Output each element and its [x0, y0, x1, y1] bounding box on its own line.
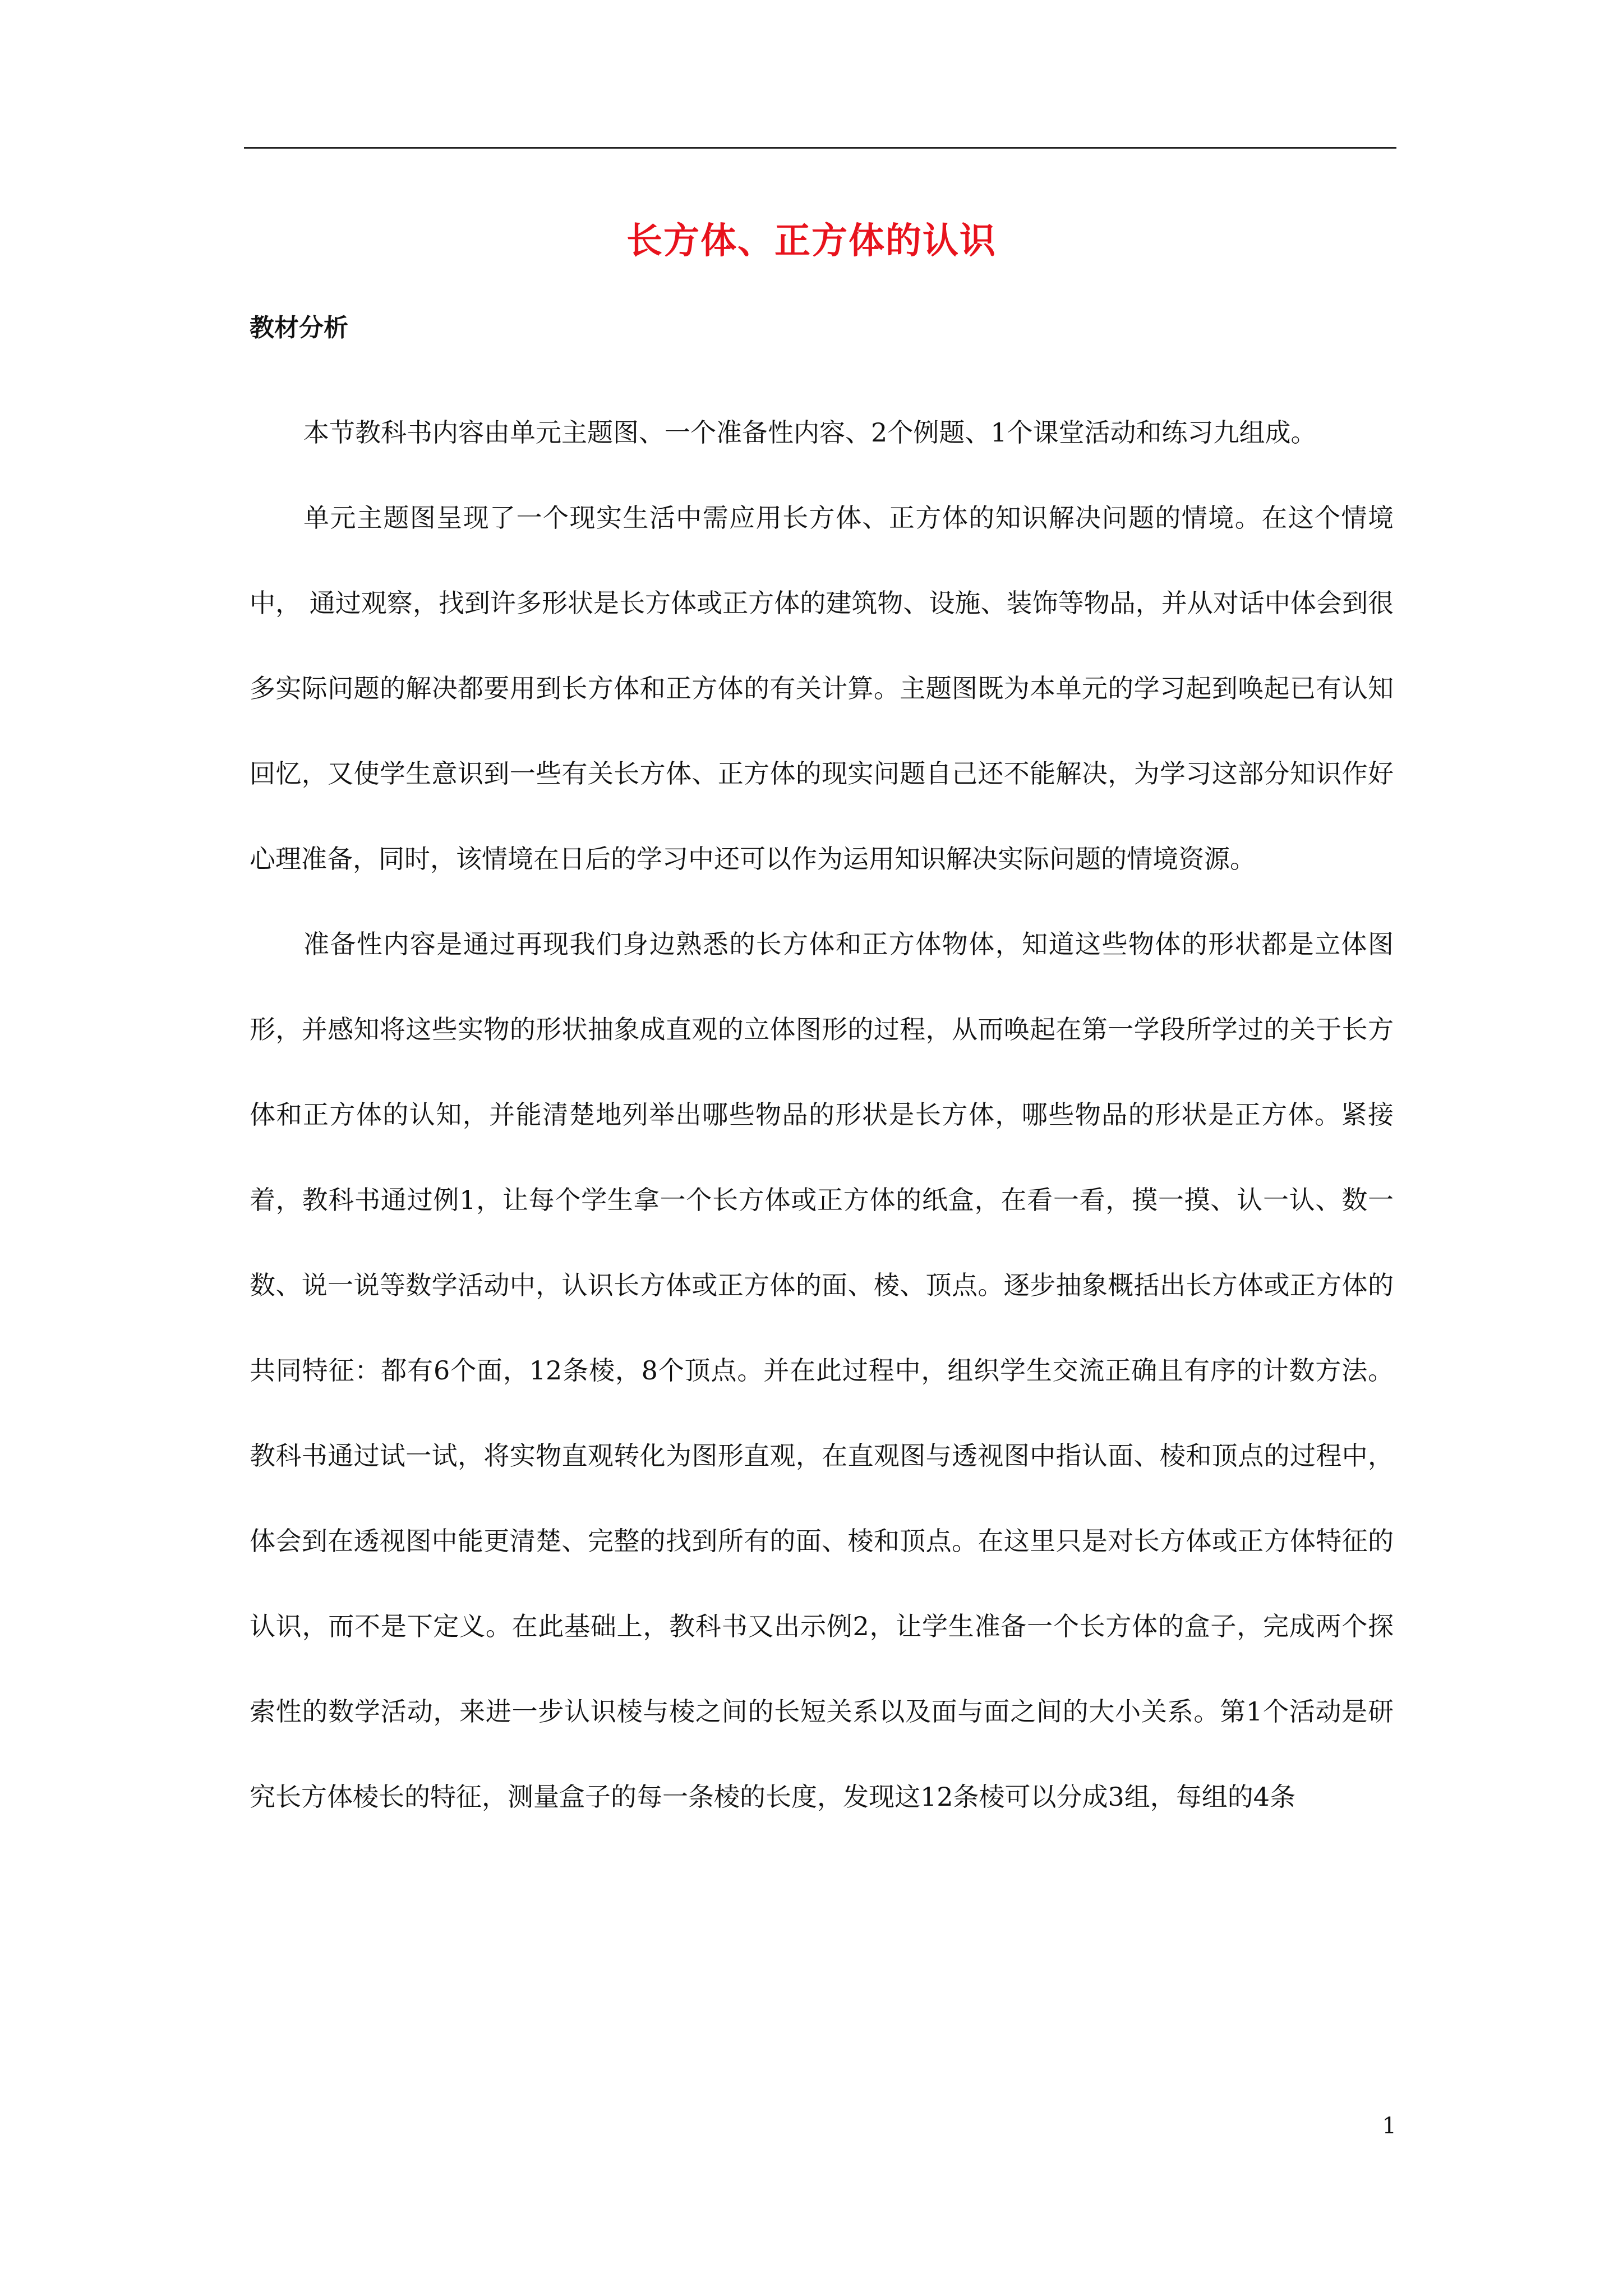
page-number: 1: [1382, 2113, 1396, 2139]
section-heading: 教材分析: [250, 314, 348, 342]
paragraph-3: 准备性内容是通过再现我们身边熟悉的长方体和正方体物体，知道这些物体的形状都是立体图形，并感知将这些实物的形状抽象成直观的立体图形的过程，从而唤起在第一学段所学过的关于长方体和正方体的认知，并能清楚地列举出哪些物品的形状是长方体，哪些物品的形状是正方体。紧接着，教科书通过例1，让每个学生拿一个长方体或正方体的纸盒，在看一看，摸一摸、认一认、数一数、说一说等数学活动中，认识长方体或正方体的面、棱、顶点。逐步抽象概括出长方体或正方体的共同特征：都有6个面，12条棱，8个顶点。并在此过程中，组织学生交流正确且有序的计数方法。教科书通过试一试，将实物直观转化为图形直观，在直观图与透视图中指认面、棱和顶点的过程中，体会到在透视图中能更清楚、完整的找到所有的面、棱和顶点。在这里只是对长方体或正方体特征的认识，而不是下定义。在此基础上，教科书又出示例2，让学生准备一个长方体的盒子，完成两个探索性的数学活动，来进一步认识棱与棱之间的长短关系以及面与面之间的大小关系。第1个活动是研究长方体棱长的特征，测量盒子的每一条棱的长度，发现这12条棱可以分成3组，每组的4条: [250, 929, 1394, 1812]
body-text: [250, 390, 1394, 1839]
document-title: 长方体、正方体的认识: [626, 220, 997, 262]
paragraph-1: 本节教科书内容由单元主题图、一个准备性内容、2个例题、1个课堂活动和练习九组成。: [303, 417, 1317, 448]
header-rule: [244, 147, 1396, 149]
paragraph-2: 单元主题图呈现了一个现实生活中需应用长方体、正方体的知识解决问题的情境。在这个情境中， 通过观察，找到许多形状是长方体或正方体的建筑物、设施、装饰等物品，并从对话中体会到很多实际问题的解决都要用到长方体和正方体的有关计算。主题图既为本单元的学习起到唤起已有认知回忆，又使学生意识到一些有关长方体、正方体的现实问题自己还不能解决，为学习这部分知识作好心理准备，同时，该情境在日后的学习中还可以作为运用知识解决实际问题的情境资源。: [250, 503, 1394, 874]
